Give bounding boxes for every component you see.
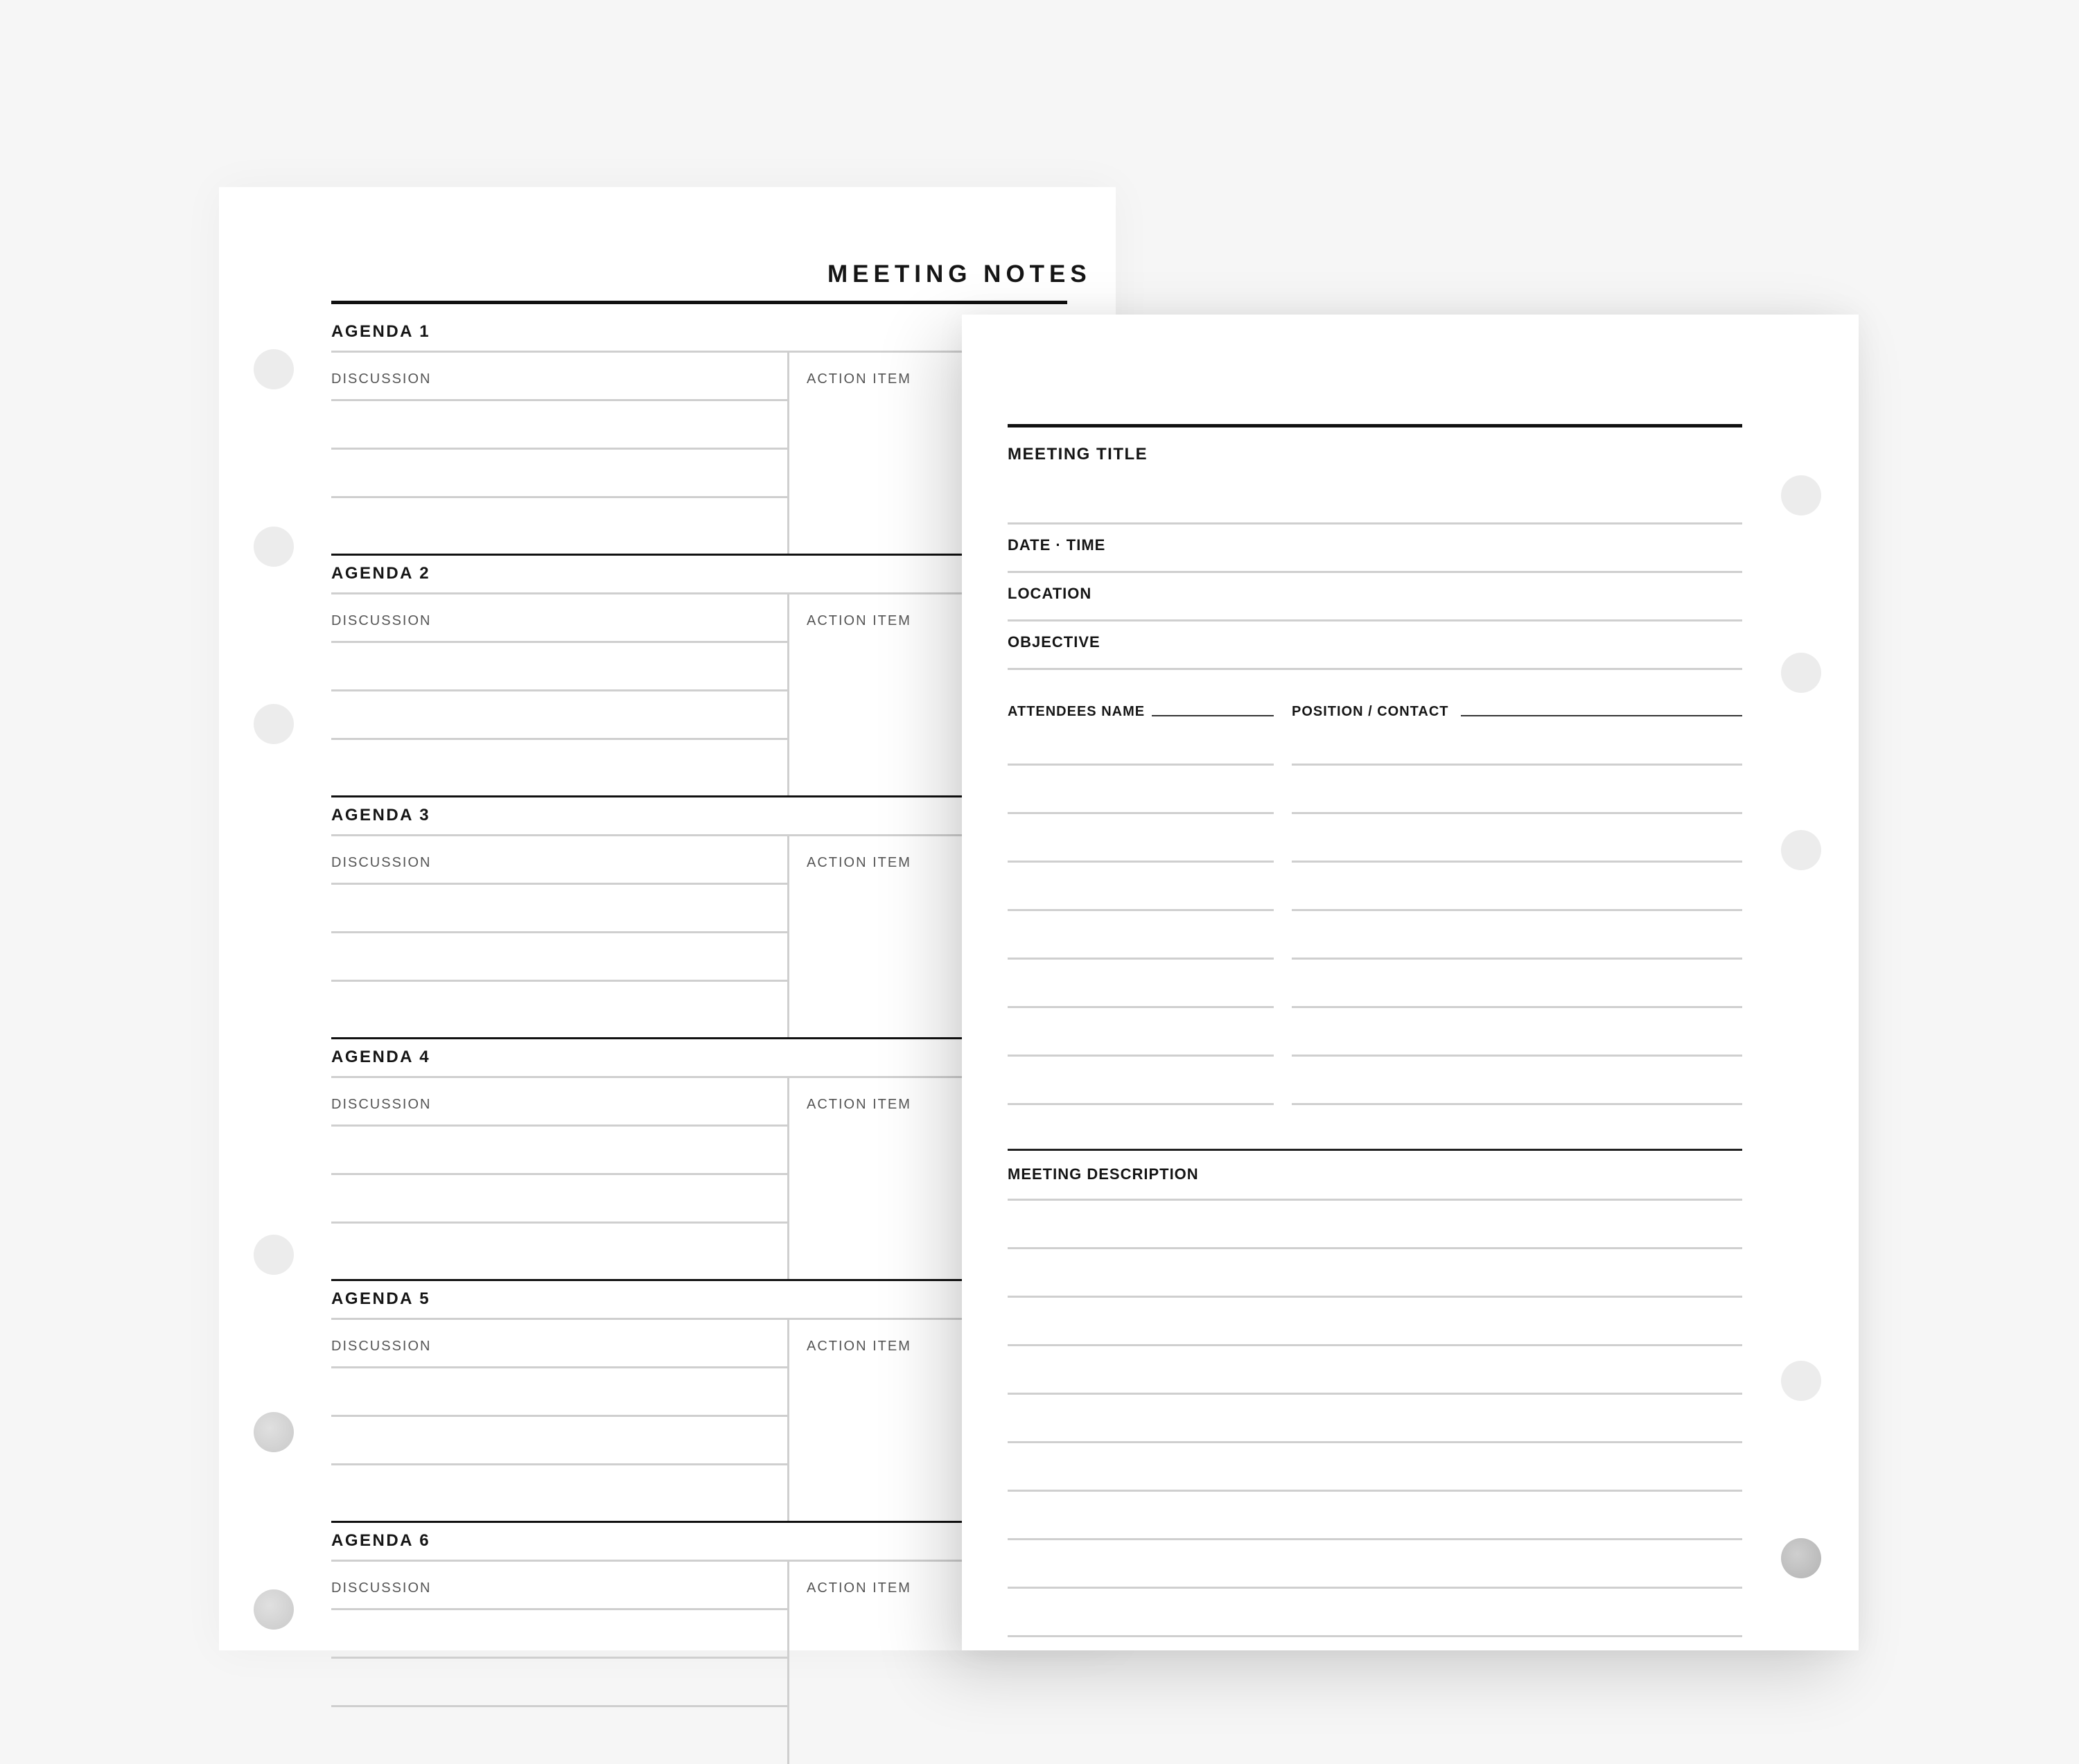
description-line[interactable]	[1008, 1635, 1742, 1637]
header-rule	[1008, 424, 1742, 427]
attendees-header-rule	[1152, 715, 1274, 716]
action-item-label: ACTION ITEM	[807, 1580, 911, 1596]
agenda-label: AGENDA 5	[331, 1289, 431, 1308]
discussion-line[interactable]	[331, 689, 787, 691]
column-divider	[787, 1318, 789, 1522]
discussion-label: DISCUSSION	[331, 1580, 432, 1596]
position-contact-line[interactable]	[1292, 958, 1742, 960]
date-time-field[interactable]	[1008, 571, 1742, 573]
description-line[interactable]	[1008, 1344, 1742, 1346]
punch-hole	[254, 1412, 294, 1452]
column-divider	[787, 834, 789, 1039]
meeting-description-label: MEETING DESCRIPTION	[1008, 1165, 1199, 1183]
description-line[interactable]	[1008, 1441, 1742, 1443]
discussion-label: DISCUSSION	[331, 855, 432, 870]
discussion-line[interactable]	[331, 1463, 787, 1465]
punch-hole	[1781, 1361, 1821, 1401]
column-divider	[787, 592, 789, 797]
punch-hole	[1781, 1538, 1821, 1578]
attendee-name-line[interactable]	[1008, 958, 1274, 960]
meeting-title-field[interactable]	[1008, 522, 1742, 524]
discussion-label: DISCUSSION	[331, 1339, 432, 1354]
discussion-line[interactable]	[331, 641, 787, 643]
position-contact-label: POSITION / CONTACT	[1292, 704, 1449, 719]
location-label: LOCATION	[1008, 585, 1092, 602]
description-line[interactable]	[1008, 1587, 1742, 1589]
discussion-line[interactable]	[331, 1657, 787, 1659]
discussion-line[interactable]	[331, 1124, 787, 1127]
agenda-label: AGENDA 1	[331, 322, 431, 341]
punch-hole	[254, 349, 294, 389]
discussion-line[interactable]	[331, 1608, 787, 1610]
agenda-label: AGENDA 3	[331, 806, 431, 824]
punch-hole	[254, 1589, 294, 1630]
attendee-name-line[interactable]	[1008, 1006, 1274, 1008]
punch-hole	[1781, 653, 1821, 693]
position-contact-line[interactable]	[1292, 861, 1742, 863]
position-header-rule	[1461, 715, 1742, 716]
agenda-label: AGENDA 6	[331, 1531, 431, 1550]
title-rule	[331, 301, 1067, 304]
column-divider	[787, 1560, 789, 1764]
position-contact-line[interactable]	[1292, 1006, 1742, 1008]
attendee-name-line[interactable]	[1008, 764, 1274, 766]
discussion-label: DISCUSSION	[331, 371, 432, 387]
punch-hole	[254, 704, 294, 744]
discussion-line[interactable]	[331, 980, 787, 982]
position-contact-line[interactable]	[1292, 1103, 1742, 1105]
description-line[interactable]	[1008, 1199, 1742, 1201]
objective-field[interactable]	[1008, 668, 1742, 670]
action-item-label: ACTION ITEM	[807, 613, 911, 628]
attendee-name-line[interactable]	[1008, 812, 1274, 814]
attendee-name-line[interactable]	[1008, 861, 1274, 863]
punch-hole	[1781, 830, 1821, 870]
meeting-title-label: MEETING TITLE	[1008, 445, 1148, 464]
punch-hole	[1781, 475, 1821, 515]
agenda-label: AGENDA 2	[331, 564, 431, 583]
attendee-name-line[interactable]	[1008, 1103, 1274, 1105]
meeting-details-page	[962, 315, 1859, 1650]
location-field[interactable]	[1008, 619, 1742, 621]
column-divider	[787, 351, 789, 555]
discussion-line[interactable]	[331, 496, 787, 498]
description-line[interactable]	[1008, 1538, 1742, 1540]
position-contact-line[interactable]	[1292, 1055, 1742, 1057]
attendee-name-line[interactable]	[1008, 909, 1274, 911]
position-contact-line[interactable]	[1292, 909, 1742, 911]
page-title: MEETING NOTES	[827, 261, 1091, 288]
discussion-line[interactable]	[331, 1173, 787, 1175]
discussion-label: DISCUSSION	[331, 1097, 432, 1112]
discussion-line[interactable]	[331, 1366, 787, 1368]
punch-hole	[254, 1235, 294, 1275]
discussion-line[interactable]	[331, 1705, 787, 1707]
description-line[interactable]	[1008, 1247, 1742, 1249]
action-item-label: ACTION ITEM	[807, 1339, 911, 1354]
discussion-label: DISCUSSION	[331, 613, 432, 628]
description-rule	[1008, 1149, 1742, 1151]
attendees-name-label: ATTENDEES NAME	[1008, 704, 1146, 719]
description-line[interactable]	[1008, 1296, 1742, 1298]
punch-hole	[254, 527, 294, 567]
description-line[interactable]	[1008, 1490, 1742, 1492]
discussion-line[interactable]	[331, 931, 787, 933]
discussion-line[interactable]	[331, 1415, 787, 1417]
position-contact-line[interactable]	[1292, 764, 1742, 766]
discussion-line[interactable]	[331, 1221, 787, 1224]
date-time-label: DATE · TIME	[1008, 536, 1106, 554]
description-line[interactable]	[1008, 1393, 1742, 1395]
action-item-label: ACTION ITEM	[807, 855, 911, 870]
discussion-line[interactable]	[331, 399, 787, 401]
discussion-line[interactable]	[331, 448, 787, 450]
attendee-name-line[interactable]	[1008, 1055, 1274, 1057]
discussion-line[interactable]	[331, 738, 787, 740]
position-contact-line[interactable]	[1292, 812, 1742, 814]
discussion-line[interactable]	[331, 883, 787, 885]
column-divider	[787, 1076, 789, 1280]
action-item-label: ACTION ITEM	[807, 1097, 911, 1112]
agenda-label: AGENDA 4	[331, 1048, 431, 1066]
action-item-label: ACTION ITEM	[807, 371, 911, 387]
objective-label: OBJECTIVE	[1008, 633, 1100, 651]
